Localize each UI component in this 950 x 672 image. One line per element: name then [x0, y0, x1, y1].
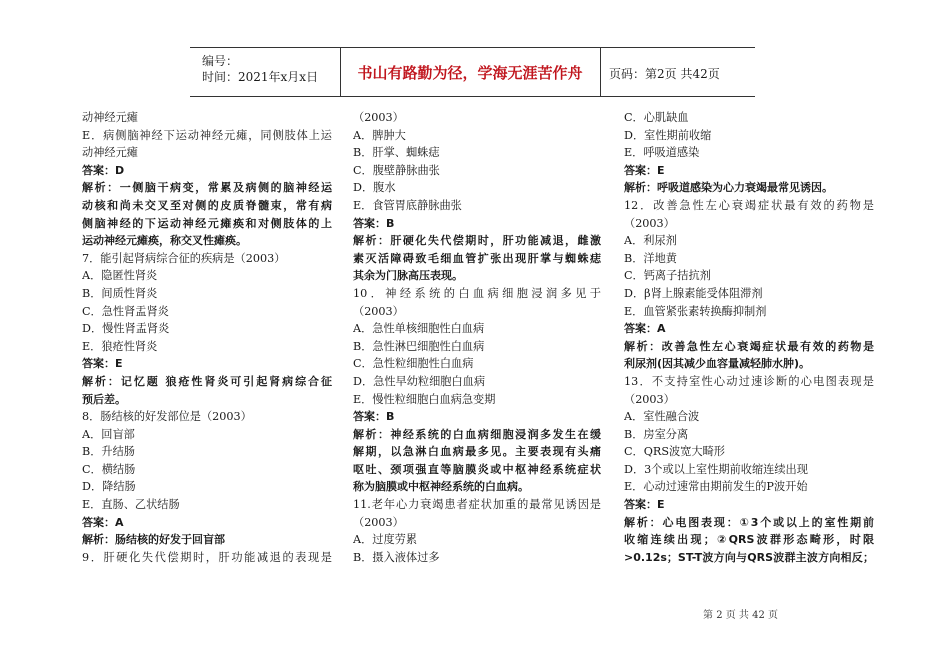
text-line: A．急性单核细胞性白血病 [353, 322, 485, 336]
text-line: E．心动过速常由期前发生的P波开始 [624, 480, 808, 494]
text-line: B．洋地黄 [624, 251, 677, 265]
answer-line: 素灭活障碍致毛细血管扩张出现肝掌与蜘蛛痣 [353, 251, 601, 265]
text-line: 动神经元瘫 [82, 111, 138, 124]
text-line: （2003） [624, 216, 675, 230]
answer-line: 答案：D [82, 163, 125, 177]
text-line: C．钙离子拮抗剂 [624, 269, 711, 283]
text-line: D．室性期前收缩 [624, 128, 712, 142]
text-line: 8．肠结核的好发部位是（2003） [82, 410, 252, 424]
answer-line: 答案：A [82, 515, 124, 529]
text-line: D．3个或以上室性期前收缩连续出现 [624, 462, 808, 476]
text-line: B．急性淋巴细胞性白血病 [353, 339, 485, 353]
answer-line: 答案：B [353, 410, 395, 424]
answer-line: 动核和尚未交叉至对侧的皮质脊髓束，常有病 [82, 198, 332, 212]
text-line: C．心肌缺血 [624, 111, 689, 124]
text-line: （2003） [624, 392, 675, 406]
text-line: 11.老年心力衰竭患者症状加重的最常见诱因是 [353, 498, 601, 512]
answer-line: 运动神经元瘫痪，称交叉性瘫痪。 [82, 234, 247, 248]
text-line: E．病侧脑神经下运动神经元瘫，同侧肢体上运 [82, 128, 332, 142]
answer-line: 解析：神经系统的白血病细胞浸润多发生在缓 [353, 427, 601, 441]
answer-line: 解析：记忆题 狼疮性肾炎可引起肾病综合征 [82, 374, 332, 388]
text-line: D．急性早幼粒细胞白血病 [353, 374, 486, 388]
page-footer: 第 2 页 共 42 页 [703, 610, 778, 621]
answer-line: 解析：改善急性左心衰竭症状最有效的药物是 [624, 339, 874, 353]
answer-line: 其余为门脉高压表现。 [353, 269, 463, 283]
text-line: E．慢性粒细胞白血病急变期 [353, 392, 496, 406]
answer-line: 解析：肝硬化失代偿期时，肝功能减退，雌激 [353, 234, 601, 248]
text-line: E．呼吸道感染 [624, 146, 700, 160]
answer-line: 侧脑神经的下运动神经元瘫痪和对侧肢体的上 [82, 216, 332, 230]
text-line: 9．肝硬化失代偿期时，肝功能减退的表现是 [82, 550, 332, 564]
text-line: C．横结肠 [82, 462, 136, 476]
header-motto-cell [340, 48, 601, 96]
page-label: 页码：第2页 共42页 [609, 67, 720, 81]
text-line: D．降结肠 [82, 480, 136, 494]
motto: 书山有路勤为径，学海无涯苦作舟 [357, 64, 583, 82]
page-header [190, 47, 755, 97]
text-line: （2003） [353, 304, 404, 318]
text-line: A．过度劳累 [353, 533, 418, 547]
answer-line: 称为脑膜或中枢神经系统的白血病。 [353, 480, 529, 494]
text-line: A．室性融合波 [624, 410, 700, 424]
text-line: A．回盲部 [82, 427, 135, 441]
text-line: E．食管胃底静脉曲张 [353, 198, 462, 212]
answer-line: 解析：呼吸道感染为心力衰竭最常见诱因。 [624, 181, 833, 195]
text-line: D．β肾上腺素能受体阻滞剂 [624, 286, 763, 300]
text-line: 13．不支持室性心动过速诊断的心电图表现是 [624, 374, 874, 388]
text-column-1 [82, 109, 332, 566]
text-line: D．慢性肾盂肾炎 [82, 322, 170, 336]
answer-line: 呕吐、颈项强直等脑膜炎或中枢神经系统症状 [353, 462, 601, 476]
text-line: B．升结肠 [82, 445, 135, 459]
text-line: （2003） [353, 111, 404, 124]
text-line: B．摄入液体过多 [353, 550, 440, 564]
answer-line: 答案：A [624, 322, 666, 336]
text-line: E．直肠、乙状结肠 [82, 498, 180, 512]
text-line: B．肝掌、蜘蛛痣 [353, 146, 440, 160]
text-line: D．腹水 [353, 181, 396, 195]
text-line: B．房室分离 [624, 427, 689, 441]
text-line: C．急性肾盂肾炎 [82, 304, 169, 318]
text-line: A．利尿剂 [624, 234, 677, 248]
text-line: A．脾肿大 [353, 128, 406, 142]
code-label: 编号： [202, 54, 239, 68]
text-line: C．QRS波宽大畸形 [624, 445, 725, 459]
text-column-3 [624, 109, 874, 566]
answer-line: 答案：E [624, 498, 665, 512]
text-line: C．腹壁静脉曲张 [353, 163, 440, 177]
answer-line: 解析：心电图表现：①3个或以上的室性期前 [624, 515, 874, 529]
text-line: 10．神经系统的白血病细胞浸润多见于 [353, 286, 601, 300]
answer-line: 答案：B [353, 216, 395, 230]
text-line: 动神经元瘫 [82, 146, 138, 160]
header-meta-cell [190, 48, 341, 96]
header-page-cell [601, 48, 755, 96]
text-line: A．隐匿性肾炎 [82, 269, 158, 283]
text-line: B．间质性肾炎 [82, 286, 158, 300]
time-label: 时间：2021年x月x日 [202, 70, 319, 84]
text-column-2 [353, 109, 601, 566]
answer-line: 解析：一侧脑干病变，常累及病侧的脑神经运 [82, 181, 332, 195]
text-line: E．狼疮性肾炎 [82, 339, 158, 353]
text-line: 7．能引起肾病综合征的疾病是（2003） [82, 251, 286, 265]
text-line: 12．改善急性左心衰竭症状最有效的药物是 [624, 198, 874, 212]
text-line: C．急性粒细胞性白血病 [353, 357, 474, 371]
answer-line: 收缩连续出现；②QRS波群形态畸形，时限 [624, 533, 874, 547]
text-line: E．血管紧张素转换酶抑制剂 [624, 304, 767, 318]
answer-line: 答案：E [82, 357, 123, 371]
answer-line: 利尿剂(因其减少血容量减轻肺水肿)。 [624, 357, 811, 371]
answer-line: >0.12s；ST-T波方向与QRS波群主波方向相反； [624, 550, 874, 564]
text-line: （2003） [353, 515, 404, 529]
answer-line: 解析：肠结核的好发于回盲部 [82, 533, 225, 547]
answer-line: 预后差。 [82, 392, 126, 406]
answer-line: 答案：E [624, 163, 665, 177]
answer-line: 解期，以急淋白血病最多见。主要表现有头痛 [353, 445, 601, 459]
